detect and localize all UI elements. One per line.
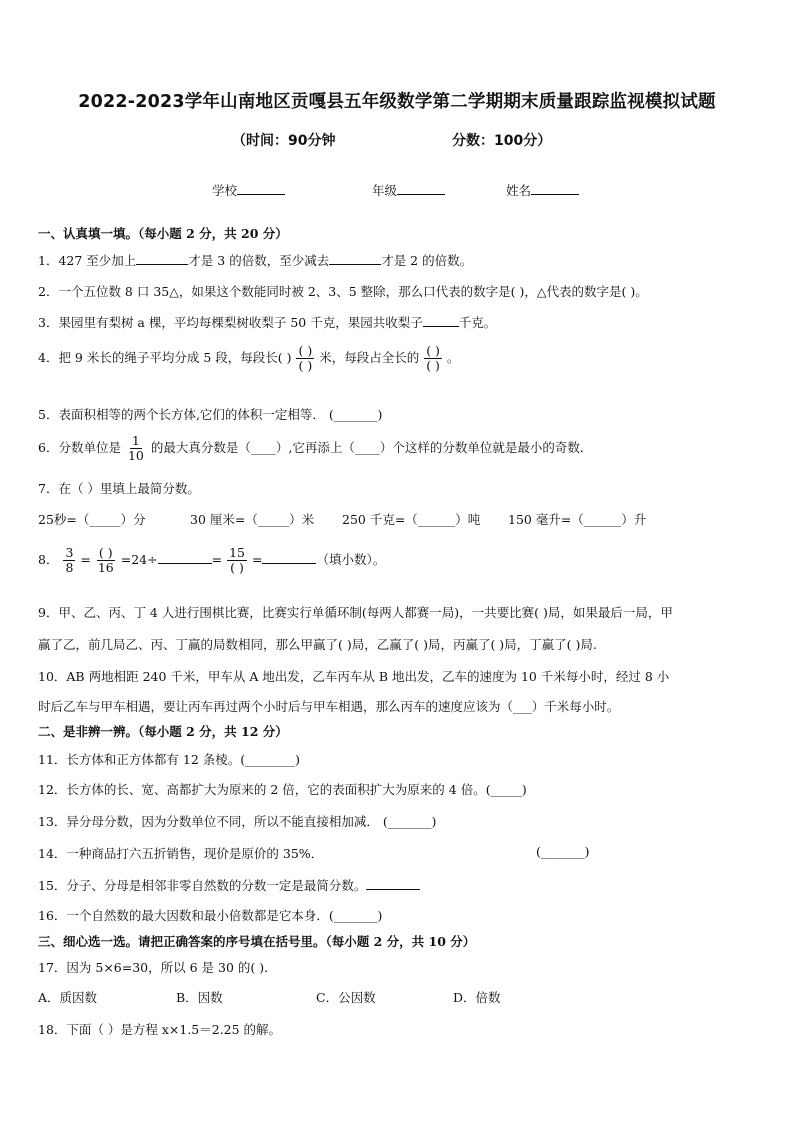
question-8 xyxy=(38,546,385,575)
q7-item-centimeters: 30 厘米=（_____）米 xyxy=(190,512,315,527)
school-field xyxy=(212,181,285,199)
section-1-heading: 一、认真填一填。（每小题 2 分，共 20 分） xyxy=(38,226,288,241)
q8-fraction-2 xyxy=(96,546,116,575)
question-10-line-1: 10．AB 两地相距 240 千米，甲车从 A 地出发，乙车丙车从 B 地出发，乙车的速度为 10 千米每小时，经过 8 小 xyxy=(38,669,670,684)
name-blank[interactable] xyxy=(531,182,579,195)
q17-option-a[interactable]: A．质因数 xyxy=(38,990,98,1005)
question-3 xyxy=(38,313,496,331)
question-10-line-2: 时后乙车与甲车相遇，要让丙车再过两个小时后与甲车相遇，那么丙车的速度应该为（___）千米每小时。 xyxy=(38,699,620,714)
q8-equals-1: = xyxy=(80,551,91,567)
q8-fraction-3-denominator[interactable]: ( ) xyxy=(230,559,244,575)
q3-part-b: 千克。 xyxy=(458,315,497,330)
name-field xyxy=(506,181,579,199)
q7-item-milliliters: 150 毫升=（______）升 xyxy=(508,512,647,527)
question-15 xyxy=(38,876,420,894)
exam-time: （时间：90分钟 xyxy=(232,133,336,149)
question-13: 13．异分母分数，因为分数单位不同，所以不能直接相加减． (_______) xyxy=(38,814,437,829)
school-label: 学校 xyxy=(212,183,238,198)
grade-label: 年级 xyxy=(372,183,398,198)
q7-item-kilograms: 250 千克=（______）吨 xyxy=(342,512,481,527)
q17-option-b[interactable]: B．因数 xyxy=(176,990,223,1005)
question-18: 18．下面（ ）是方程 x×1.5＝2.25 的解。 xyxy=(38,1022,282,1037)
q8-equals-3: = xyxy=(251,551,263,567)
exam-score: 分数：100分） xyxy=(452,133,552,149)
q8-fraction-1 xyxy=(63,546,75,575)
name-label: 姓名 xyxy=(506,183,532,198)
q3-blank[interactable] xyxy=(423,314,459,327)
q14-answer-blank[interactable]: (_______) xyxy=(536,844,590,859)
q1-part-b: 才是 3 的倍数，至少减去 xyxy=(188,253,330,268)
q8-fraction-2-denominator: 16 xyxy=(97,559,114,575)
q4-fraction-share-numerator[interactable]: ( ) xyxy=(426,343,440,358)
q8-fraction-3-numerator: 15 xyxy=(229,545,245,560)
q8-blank-divisor[interactable] xyxy=(158,551,212,564)
question-1 xyxy=(38,251,472,269)
q8-division: =24÷ xyxy=(120,551,158,567)
question-2: 2．一个五位数 8 口 35△，如果这个数能同时被 2、3、5 整除，那么口代表的数字是( )，△代表的数字是( )。 xyxy=(38,284,648,299)
q8-fraction-1-numerator: 3 xyxy=(65,545,74,560)
q8-label: 8． xyxy=(38,551,59,567)
question-6 xyxy=(38,434,592,463)
q8-fraction-2-numerator[interactable]: ( ) xyxy=(98,545,113,560)
question-12: 12．长方体的长、宽、高都扩大为原来的 2 倍，它的表面积扩大为原来的 4 倍。(_____) xyxy=(38,782,527,797)
q6-part-b: 的最大真分数是（____）,它再添上（____）个这样的分数单位就是最小的奇数． xyxy=(150,439,593,455)
question-11: 11．长方体和正方体都有 12 条棱。(________) xyxy=(38,752,301,767)
q1-part-c: 才是 2 的倍数。 xyxy=(381,253,473,268)
q17-option-d[interactable]: D．倍数 xyxy=(453,990,501,1005)
question-9-line-2: 赢了乙，前几局乙、丙、丁赢的局数相同，那么甲赢了( )局，乙赢了( )局，丙赢了( )局，丁赢了( )局. xyxy=(38,637,597,652)
q3-part-a: 3．果园里有梨树 a 棵，平均每棵梨树收梨子 50 千克，果园共收梨子 xyxy=(38,315,423,330)
question-5: 5．表面积相等的两个长方体,它们的体积一定相等． (_______) xyxy=(38,407,383,422)
q4-fraction-share-denominator[interactable]: ( ) xyxy=(426,357,440,373)
q4-part-c: 。 xyxy=(446,349,460,365)
q6-fraction-numerator: 1 xyxy=(131,433,140,448)
q4-fraction-share xyxy=(424,344,442,373)
section-3-heading: 三、细心选一选。请把正确答案的序号填在括号里。（每小题 2 分，共 10 分） xyxy=(38,934,476,949)
q1-part-a: 1．427 至少加上 xyxy=(38,253,137,268)
q4-part-a: 4．把 9 米长的绳子平均分成 5 段，每段长( ) xyxy=(38,349,292,365)
q17-option-c[interactable]: C．公因数 xyxy=(316,990,376,1005)
q8-note: （填小数）。 xyxy=(316,551,386,567)
grade-blank[interactable] xyxy=(397,182,445,195)
question-16: 16．一个自然数的最大因数和最小倍数都是它本身．(_______) xyxy=(38,908,383,923)
question-4 xyxy=(38,344,459,373)
question-17: 17．因为 5×6=30，所以 6 是 30 的( )． xyxy=(38,960,277,975)
q8-fraction-3 xyxy=(227,546,247,575)
question-9-line-1: 9．甲、乙、丙、丁 4 人进行围棋比赛，比赛实行单循环制(每两人都赛一局)，一共要比赛( )局，如果最后一局，甲 xyxy=(38,605,673,620)
q4-part-b: 米，每段占全长的 xyxy=(319,349,420,365)
page-title: 2022-2023学年山南地区贡嘎县五年级数学第二学期期末质量跟踪监视模拟试题 xyxy=(78,92,716,112)
q15-text: 15．分子、分母是相邻非零自然数的分数一定是最简分数。 xyxy=(38,878,367,893)
q8-fraction-1-denominator: 8 xyxy=(65,559,74,575)
q4-fraction-length xyxy=(296,344,314,373)
question-14: 14．一种商品打六五折销售，现价是原价的 35%． xyxy=(38,846,324,861)
q8-blank-decimal[interactable] xyxy=(262,551,316,564)
q1-blank-a[interactable] xyxy=(136,252,188,265)
q4-fraction-length-denominator[interactable]: ( ) xyxy=(298,357,313,373)
q4-fraction-length-numerator[interactable]: ( ) xyxy=(298,343,313,358)
section-2-heading: 二、是非辨一辨。（每小题 2 分，共 12 分） xyxy=(38,724,288,739)
q6-fraction xyxy=(126,434,146,463)
q7-item-seconds: 25秒=（_____）分 xyxy=(38,512,146,527)
school-blank[interactable] xyxy=(237,182,285,195)
q15-blank[interactable] xyxy=(366,877,420,890)
q6-part-a: 6．分数单位是 xyxy=(38,439,121,455)
grade-field xyxy=(372,181,445,199)
q1-blank-b[interactable] xyxy=(329,252,381,265)
q8-equals-2: = xyxy=(211,551,223,567)
question-7: 7．在（ ）里填上最简分数。 xyxy=(38,481,200,496)
q6-fraction-denominator: 10 xyxy=(127,447,144,463)
